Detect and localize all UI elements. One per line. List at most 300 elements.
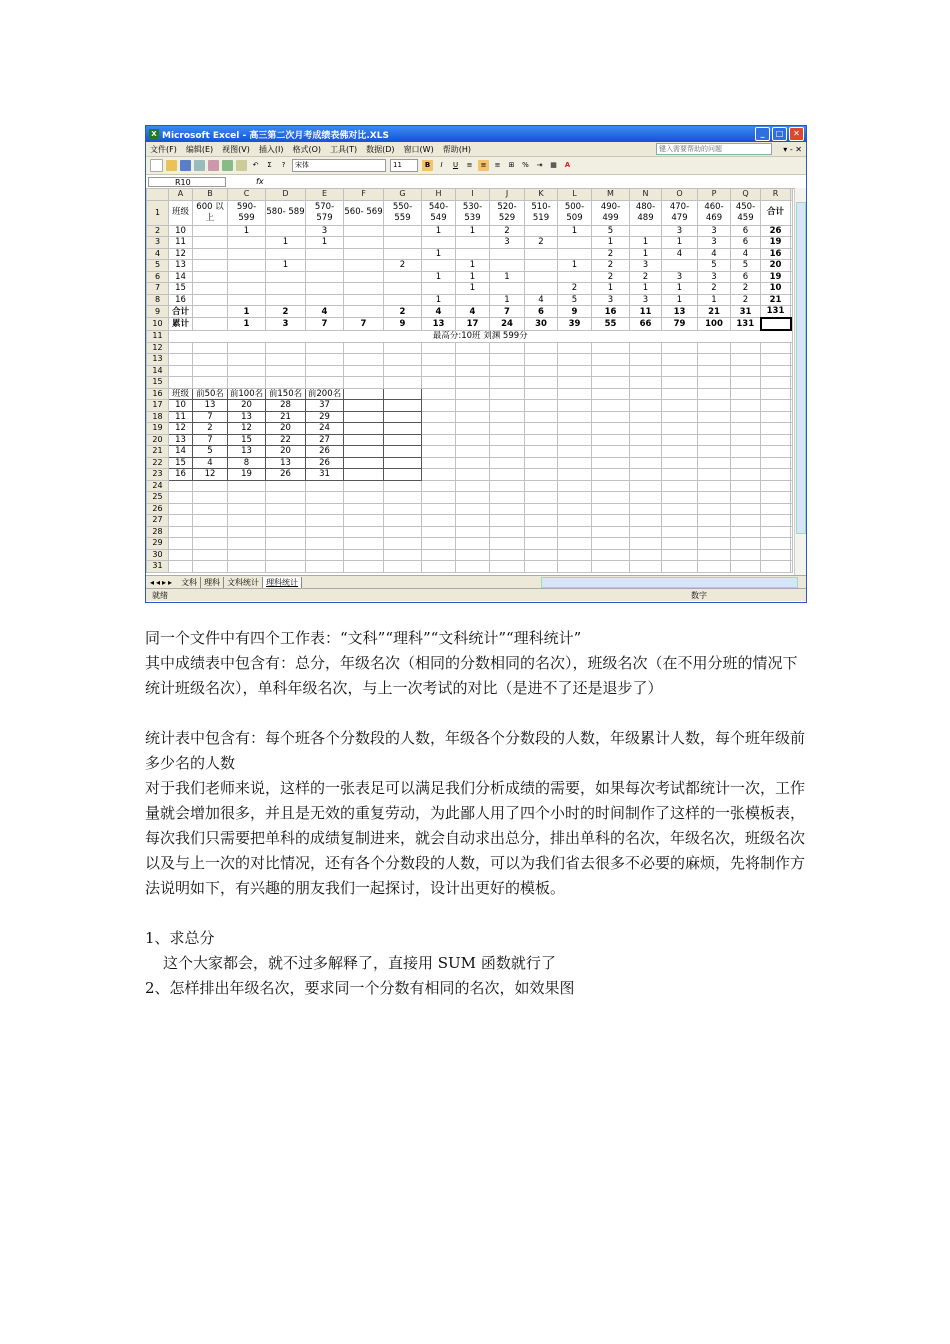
cell[interactable] [384,377,422,389]
cell[interactable]: 1 [422,225,456,237]
cell[interactable] [422,283,456,295]
cell[interactable] [731,480,761,492]
cell[interactable] [761,377,791,389]
maximize-icon[interactable]: □ [772,127,787,141]
cell[interactable]: 累计 [169,318,193,331]
menu-item-5[interactable]: 工具(T) [330,144,358,154]
cell[interactable]: 12 [169,423,193,435]
cell[interactable]: 17 [456,318,490,331]
cell[interactable]: 600 以上 [193,200,228,225]
cell[interactable] [306,503,344,515]
cell[interactable] [791,318,793,331]
cell[interactable]: 4 [306,306,344,318]
cell[interactable] [306,492,344,504]
cell[interactable] [169,538,193,550]
cell[interactable] [791,377,793,389]
cell[interactable] [384,561,422,573]
cell[interactable] [422,526,456,538]
cell[interactable]: 5 [698,260,731,272]
cell[interactable] [228,283,266,295]
cell[interactable]: 16 [592,306,630,318]
cell[interactable]: 10 [169,225,193,237]
cell[interactable] [193,492,228,504]
cell[interactable]: 1 [306,237,344,249]
cell[interactable] [558,400,592,412]
cell[interactable] [306,260,344,272]
cell[interactable] [422,561,456,573]
cell[interactable] [169,561,193,573]
cell[interactable] [662,411,698,423]
cell[interactable] [761,549,791,561]
cell[interactable] [558,354,592,366]
cell[interactable] [266,526,306,538]
row-number[interactable]: 9 [147,306,169,318]
row-number[interactable]: 31 [147,561,169,573]
cell[interactable]: 11 [169,411,193,423]
cell[interactable]: 20 [266,446,306,458]
cell[interactable] [344,294,384,306]
cell[interactable] [193,225,228,237]
cell[interactable] [456,388,490,400]
cell[interactable] [456,561,490,573]
cell[interactable]: 1 [630,237,662,249]
cell[interactable] [558,457,592,469]
cell[interactable]: 560- 569 [344,200,384,225]
cell[interactable] [228,561,266,573]
cell[interactable] [731,342,761,354]
cell[interactable] [422,480,456,492]
cell[interactable] [193,549,228,561]
cell[interactable]: 20 [266,423,306,435]
row-number[interactable]: 25 [147,492,169,504]
highest-score-note[interactable]: 最高分:10班 刘渊 599分 [169,330,793,342]
column-header[interactable]: M [592,189,630,201]
cell[interactable] [193,237,228,249]
cell[interactable] [422,457,456,469]
cell[interactable]: 1 [228,318,266,331]
cell[interactable] [592,342,630,354]
cell[interactable] [761,400,791,412]
cell[interactable] [731,377,761,389]
cell[interactable]: 1 [456,225,490,237]
cell[interactable] [344,480,384,492]
underline-icon[interactable]: U [452,161,459,169]
row-number[interactable]: 6 [147,271,169,283]
cell[interactable] [384,248,422,260]
cell[interactable] [422,423,456,435]
cell[interactable] [228,354,266,366]
cell[interactable]: 1 [662,283,698,295]
cell[interactable] [193,248,228,260]
cell[interactable] [698,538,731,550]
cell[interactable]: 8 [228,457,266,469]
cell[interactable] [791,526,793,538]
menu-item-6[interactable]: 数据(D) [366,144,395,154]
cell[interactable] [422,469,456,481]
menu-item-0[interactable]: 文件(F) [150,144,177,154]
cell[interactable] [266,342,306,354]
cell[interactable]: 3 [698,237,731,249]
cell[interactable] [592,411,630,423]
cell[interactable] [490,538,525,550]
cell[interactable] [266,283,306,295]
cell[interactable]: 3 [662,271,698,283]
cell[interactable] [169,377,193,389]
cell[interactable] [592,480,630,492]
row-number[interactable]: 24 [147,480,169,492]
cell[interactable] [525,515,558,527]
cell[interactable] [731,457,761,469]
cell[interactable] [662,549,698,561]
row-number[interactable]: 13 [147,354,169,366]
cell[interactable] [525,271,558,283]
cell[interactable]: 1 [228,225,266,237]
cell[interactable] [490,423,525,435]
cell[interactable]: 21 [761,294,791,306]
cell[interactable] [169,480,193,492]
cell[interactable] [344,469,384,481]
cell[interactable] [384,365,422,377]
cell[interactable] [344,549,384,561]
cell[interactable]: 5 [731,260,761,272]
row-number[interactable]: 16 [147,388,169,400]
cell[interactable]: 1 [490,271,525,283]
cell[interactable]: 6 [731,271,761,283]
cell[interactable] [662,342,698,354]
cell[interactable] [266,503,306,515]
cell[interactable] [456,538,490,550]
cell[interactable] [490,446,525,458]
cell[interactable] [592,400,630,412]
row-number[interactable]: 21 [147,446,169,458]
cell[interactable] [630,434,662,446]
cell[interactable] [592,492,630,504]
cell[interactable]: 39 [558,318,592,331]
row-number[interactable]: 12 [147,342,169,354]
cell[interactable] [525,480,558,492]
cell[interactable] [525,354,558,366]
cell[interactable]: 580- 589 [266,200,306,225]
cell[interactable] [592,549,630,561]
cell[interactable] [698,423,731,435]
cell[interactable] [761,515,791,527]
cell[interactable] [306,365,344,377]
cell[interactable] [791,434,793,446]
cell[interactable] [592,377,630,389]
row-number[interactable]: 28 [147,526,169,538]
cell[interactable] [266,294,306,306]
cell[interactable]: 2 [490,225,525,237]
cell[interactable] [344,248,384,260]
cell[interactable] [266,515,306,527]
cell[interactable]: 2 [592,260,630,272]
column-header[interactable]: Q [731,189,761,201]
row-number[interactable]: 14 [147,365,169,377]
column-header[interactable]: G [384,189,422,201]
name-box[interactable]: R10 [148,177,226,187]
cell[interactable] [228,248,266,260]
cell[interactable]: 9 [384,318,422,331]
row-number[interactable]: 23 [147,469,169,481]
cell[interactable] [731,469,761,481]
cell[interactable] [344,342,384,354]
cell[interactable] [662,561,698,573]
cell[interactable] [422,446,456,458]
cell[interactable] [456,549,490,561]
cell[interactable] [384,225,422,237]
column-header[interactable]: I [456,189,490,201]
cell[interactable] [344,515,384,527]
fx-icon[interactable]: fx [256,177,264,186]
cell[interactable] [630,492,662,504]
cell[interactable] [698,400,731,412]
cell[interactable] [525,457,558,469]
cell[interactable] [490,492,525,504]
cell[interactable] [193,271,228,283]
cell[interactable] [384,400,422,412]
cell[interactable] [422,365,456,377]
cell[interactable]: 9 [558,306,592,318]
cell[interactable] [344,306,384,318]
cell[interactable] [731,503,761,515]
cell[interactable] [731,549,761,561]
indent-icon[interactable]: ⇥ [536,161,543,169]
cell[interactable] [422,411,456,423]
cell[interactable] [558,549,592,561]
cell[interactable] [698,377,731,389]
cell[interactable]: 24 [306,423,344,435]
cell[interactable]: 500- 509 [558,200,592,225]
cell[interactable] [384,237,422,249]
cell[interactable]: 14 [169,446,193,458]
cell[interactable] [266,225,306,237]
sheet-tab-1[interactable]: 理科 [201,577,224,588]
cell[interactable]: 10 [169,400,193,412]
cell[interactable] [266,365,306,377]
cell[interactable]: 4 [193,457,228,469]
menu-item-8[interactable]: 帮助(H) [442,144,471,154]
column-header[interactable]: O [662,189,698,201]
cell[interactable] [306,515,344,527]
row-number[interactable]: 20 [147,434,169,446]
cell[interactable] [630,538,662,550]
column-header[interactable]: K [525,189,558,201]
cell[interactable]: 前50名 [193,388,228,400]
cell[interactable]: 19 [228,469,266,481]
cell[interactable] [731,446,761,458]
cell[interactable] [490,434,525,446]
cell[interactable] [698,342,731,354]
cell[interactable] [422,538,456,550]
cell[interactable]: 3 [306,225,344,237]
cell[interactable] [384,354,422,366]
cell[interactable]: 12 [193,469,228,481]
menu-item-1[interactable]: 编辑(E) [185,144,214,154]
cell[interactable] [193,480,228,492]
cell[interactable] [344,434,384,446]
cell[interactable] [384,294,422,306]
cell[interactable] [490,365,525,377]
cell[interactable] [791,492,793,504]
cell[interactable] [558,446,592,458]
spell-icon[interactable] [222,160,233,171]
cell[interactable]: 30 [525,318,558,331]
cell[interactable]: 1 [422,271,456,283]
cell[interactable] [558,561,592,573]
cell[interactable] [662,377,698,389]
cell[interactable]: 29 [306,411,344,423]
cell[interactable] [422,492,456,504]
cell[interactable] [344,237,384,249]
italic-icon[interactable]: I [440,161,443,169]
cell[interactable]: 480- 489 [630,200,662,225]
row-number[interactable]: 8 [147,294,169,306]
cell[interactable] [525,377,558,389]
align-right-icon[interactable]: ≡ [494,161,501,169]
cell[interactable] [422,354,456,366]
cell[interactable] [456,365,490,377]
cell[interactable] [266,271,306,283]
scroll-thumb[interactable] [796,202,806,534]
cell[interactable]: 7 [344,318,384,331]
cell[interactable] [456,457,490,469]
cell[interactable] [698,469,731,481]
cell[interactable]: 15 [228,434,266,446]
row-number[interactable]: 30 [147,549,169,561]
cell[interactable]: 19 [761,271,791,283]
cell[interactable]: 1 [456,283,490,295]
cell[interactable] [761,457,791,469]
cell[interactable]: 510- 519 [525,200,558,225]
cell[interactable]: 2 [630,271,662,283]
cell[interactable] [630,446,662,458]
cell[interactable] [525,248,558,260]
cell[interactable] [306,248,344,260]
cell[interactable] [662,260,698,272]
cell[interactable]: 班级 [169,200,193,225]
cell[interactable]: 4 [525,294,558,306]
cell[interactable] [456,503,490,515]
cell[interactable] [422,400,456,412]
cell[interactable]: 450- 459 [731,200,761,225]
cell[interactable]: 2 [384,260,422,272]
row-number[interactable]: 2 [147,225,169,237]
cell[interactable]: 26 [266,469,306,481]
cell[interactable] [761,423,791,435]
cell[interactable]: 21 [698,306,731,318]
border-icon[interactable]: ▦ [550,161,557,169]
cell[interactable] [630,377,662,389]
cell[interactable]: 13 [228,446,266,458]
cell[interactable]: 7 [193,434,228,446]
cell[interactable] [169,503,193,515]
cell[interactable] [456,480,490,492]
cell[interactable] [228,515,266,527]
cell[interactable] [731,411,761,423]
cell[interactable]: 1 [630,248,662,260]
cell[interactable] [791,538,793,550]
horizontal-scrollbar[interactable] [541,577,798,588]
row-number[interactable]: 7 [147,283,169,295]
bold-icon[interactable]: B [422,160,433,171]
cell[interactable] [791,446,793,458]
cell[interactable] [662,503,698,515]
vertical-scrollbar[interactable] [794,188,806,575]
cell[interactable] [306,561,344,573]
cell[interactable] [662,492,698,504]
cell[interactable]: 540- 549 [422,200,456,225]
cell[interactable] [558,538,592,550]
cell[interactable] [193,377,228,389]
cell[interactable] [422,503,456,515]
cell[interactable] [344,503,384,515]
cell[interactable] [490,480,525,492]
cell[interactable]: 2 [731,283,761,295]
cell[interactable] [592,503,630,515]
cell[interactable] [490,388,525,400]
cell[interactable]: 1 [558,225,592,237]
close-icon[interactable]: ✕ [789,127,804,141]
cell[interactable] [761,480,791,492]
cell[interactable]: 520- 529 [490,200,525,225]
cell[interactable]: 10 [761,283,791,295]
cell[interactable]: 1 [266,237,306,249]
new-icon[interactable] [150,159,163,172]
cell[interactable] [592,457,630,469]
cell[interactable] [169,354,193,366]
cell[interactable]: 4 [662,248,698,260]
cell[interactable]: 15 [169,457,193,469]
cell[interactable] [761,492,791,504]
cell[interactable] [630,354,662,366]
cell[interactable] [592,354,630,366]
cell[interactable] [761,526,791,538]
cell[interactable]: 22 [266,434,306,446]
row-number[interactable]: 11 [147,330,169,342]
cell[interactable] [698,434,731,446]
cell[interactable]: 6 [731,237,761,249]
cell[interactable]: 20 [761,260,791,272]
cell[interactable]: 490- 499 [592,200,630,225]
cell[interactable]: 16 [169,294,193,306]
cell[interactable] [384,457,422,469]
cell[interactable] [791,515,793,527]
cell[interactable] [558,515,592,527]
row-number[interactable]: 27 [147,515,169,527]
cell[interactable] [384,434,422,446]
merge-icon[interactable]: ⊞ [508,161,515,169]
cell[interactable] [761,561,791,573]
cell[interactable] [456,400,490,412]
cell[interactable] [791,200,793,225]
column-header[interactable]: A [169,189,193,201]
cell[interactable]: 530- 539 [456,200,490,225]
cell[interactable] [662,434,698,446]
cell[interactable] [490,503,525,515]
cell[interactable] [731,434,761,446]
cell[interactable] [662,388,698,400]
cell[interactable] [306,271,344,283]
cell[interactable]: 3 [698,271,731,283]
cell[interactable]: 16 [761,248,791,260]
cell[interactable] [490,283,525,295]
row-number[interactable]: 26 [147,503,169,515]
cell[interactable] [525,342,558,354]
cell[interactable]: 27 [306,434,344,446]
cell[interactable] [422,342,456,354]
select-all-corner[interactable] [147,189,169,201]
cell[interactable] [422,515,456,527]
